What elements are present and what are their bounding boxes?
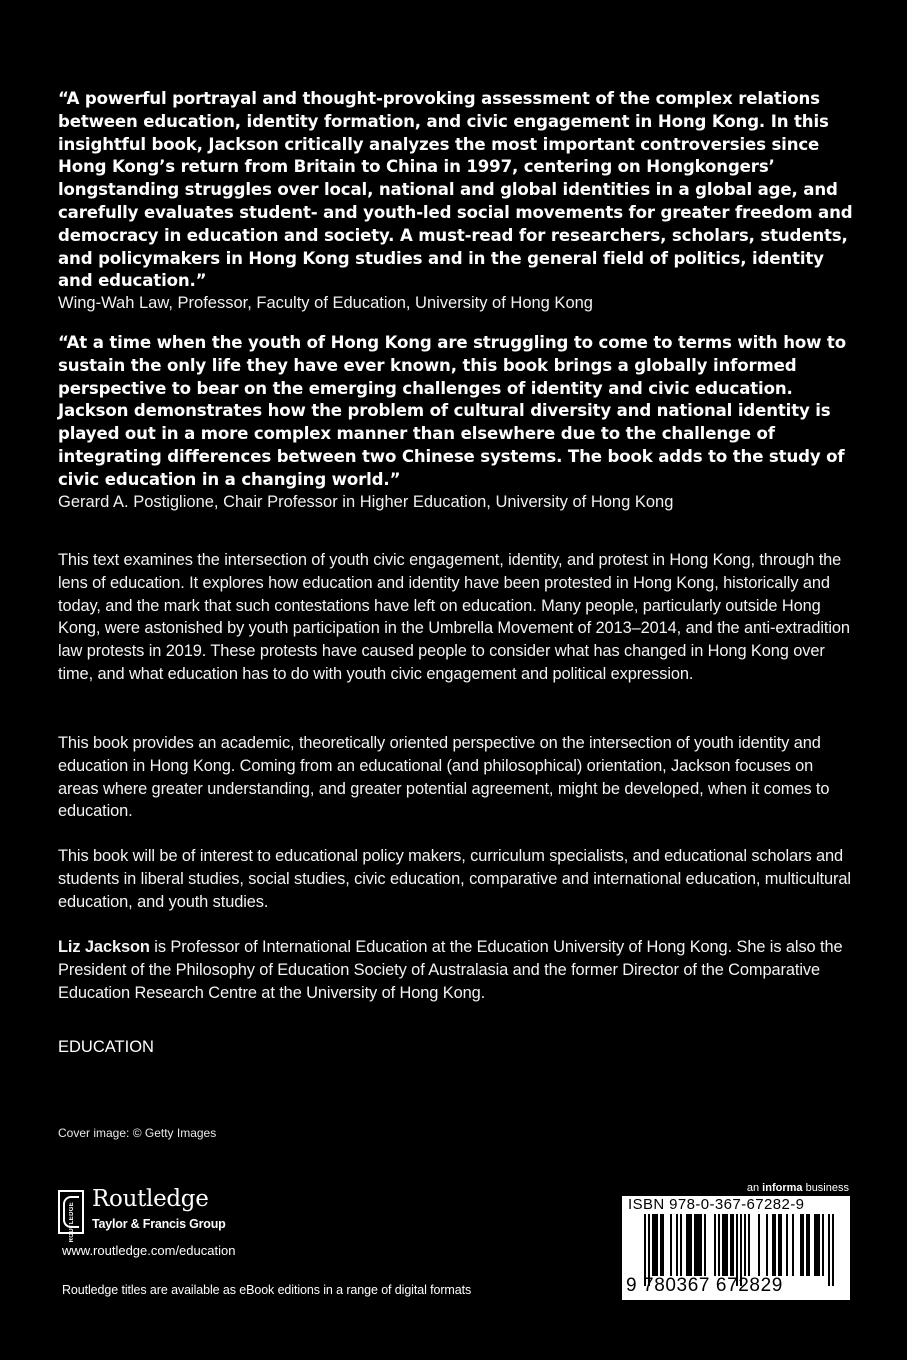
barcode-bar [652, 1214, 654, 1276]
informa-tagline: an informa business [746, 1182, 849, 1194]
routledge-logo-text: ROUTLEDGE [69, 1202, 75, 1243]
description-paragraph: This book provides an academic, theoretically oriented perspective on the intersection of youth identity and education in Hong Kong. Coming from an educational (and philosophical) orientation, Jackson focuses on areas where greater understanding, and greater potential agreement, might be developed, when it comes to education. [58, 734, 830, 821]
publisher-group: Taylor & Francis Group [92, 1217, 226, 1231]
quote-block-1 [58, 88, 858, 313]
barcode-bar [800, 1214, 802, 1276]
barcode-bar [732, 1214, 734, 1276]
author-name: Liz Jackson [58, 938, 150, 956]
routledge-logo [58, 1190, 84, 1243]
barcode-bar [700, 1214, 702, 1276]
cover-credit: Cover image: © Getty Images [58, 1126, 217, 1140]
quote-text: “At a time when the youth of Hong Kong are struggling to come to terms with how to sustain the only life they have ever known, this book brings a globally informed perspective to bear on the emerging challenges of identity and civic education. Jackson demonstrates how the problem of cultural diversity and national identity is played out in a more complex manner than elsewhere due to the challenge of integrating differences between two Chinese systems. The book adds to the study of civic education in a changing world.” [58, 333, 846, 489]
quote-text: “A powerful portrayal and thought-provoking assessment of the complex relations between education, identity formation, and civic engagement in Hong Kong. In this insightful book, Jackson critically analyzes the most important controversies since Hong Kong’s return from Britain to China in 1997, centering on Hongkongers’ longstanding struggles over local, national and global identities in a global age, and carefully evaluates student- and youth-led social movements for greater freedom and democracy in education and society. A must-read for researchers, scholars, students, and policymakers in Hong Kong studies and in the general field of politics, identity and education.” [58, 89, 853, 291]
barcode-bar [758, 1214, 760, 1276]
author-bio [58, 936, 858, 1004]
quote-attribution: Wing-Wah Law, Professor, Faculty of Education, University of Hong Kong [58, 294, 593, 313]
barcode-bar [662, 1214, 664, 1276]
publisher-name: Routledge [92, 1186, 209, 1212]
barcode-bar [730, 1214, 732, 1276]
barcode-bar [670, 1214, 672, 1276]
barcode-bar [774, 1214, 776, 1276]
barcode-bar [686, 1214, 688, 1276]
barcode-bar [806, 1214, 808, 1276]
barcode-bar [718, 1214, 720, 1276]
barcode-bar [722, 1214, 724, 1276]
barcode-bar [832, 1214, 834, 1286]
barcode-bar [714, 1214, 716, 1276]
barcode-bar [828, 1214, 830, 1286]
barcode-bar [660, 1214, 662, 1276]
barcode-bar [786, 1214, 788, 1276]
barcode-bar [676, 1214, 678, 1276]
barcode-bar [772, 1214, 774, 1276]
barcode-bar [778, 1214, 780, 1276]
barcode-bar [814, 1214, 816, 1276]
barcode-bar [766, 1214, 768, 1276]
barcode-bar [696, 1214, 698, 1276]
barcode-bar [656, 1214, 658, 1276]
barcode-bar [816, 1214, 818, 1276]
quote-block-2 [58, 332, 858, 512]
description-paragraph: This text examines the intersection of youth civic engagement, identity, and protest in Hong Kong, through the lens of education. It explores how education and identity have been protested in Hong Kong, historically and today, and the mark that such contestations have left on education. Many people, particularly outside Hong Kong, were astonished by youth participation in the Umbrella Movement of 2013–2014, and the anti-extradition law protests in 2019. These protests have caused people to consider what has changed in Hong Kong over time, and what education has to do with youth civic engagement and political expression. [58, 551, 850, 683]
barcode-bar [808, 1214, 810, 1276]
barcode-bar [818, 1214, 820, 1276]
barcode-bar [822, 1214, 824, 1276]
barcode-bar [704, 1214, 706, 1276]
barcode-bar [688, 1214, 690, 1276]
ebook-note: Routledge titles are available as eBook editions in a range of digital formats [62, 1283, 472, 1297]
isbn-barcode [622, 1196, 850, 1300]
isbn-digits: 9 780367 672829 [626, 1275, 783, 1296]
isbn-label: ISBN 978-0-367-67282-9 [628, 1196, 805, 1213]
barcode-bar [654, 1214, 656, 1276]
barcode-bar [780, 1214, 782, 1276]
description-paragraph: This book will be of interest to educational policy makers, curriculum specialists, and educational scholars and students in liberal studies, social studies, civic education, comparative and international education, multicultural education, and youth studies. [58, 847, 851, 911]
barcode-bar [698, 1214, 700, 1276]
publisher-url: www.routledge.com/education [62, 1243, 236, 1258]
author-bio-text: is Professor of International Education at the Education University of Hong Kong. She is also the President of the Philosophy of Education Society of Australasia and the former Director of the Comparative Education Research Centre at the University of Hong Kong. [58, 938, 843, 1002]
barcode-bar [792, 1214, 794, 1276]
quote-attribution: Gerard A. Postiglione, Chair Professor in Higher Education, University of Hong Kong [58, 492, 674, 511]
barcode-bar [726, 1214, 728, 1276]
barcode-bar [802, 1214, 804, 1276]
barcode-bar [694, 1214, 696, 1276]
subject-category: EDUCATION [58, 1038, 154, 1056]
barcode-bar [690, 1214, 692, 1276]
barcode-bar [724, 1214, 726, 1276]
barcode-bar [748, 1214, 750, 1276]
publisher-block [58, 1186, 318, 1243]
barcode-bar [680, 1214, 682, 1276]
barcode-bar [744, 1214, 746, 1276]
